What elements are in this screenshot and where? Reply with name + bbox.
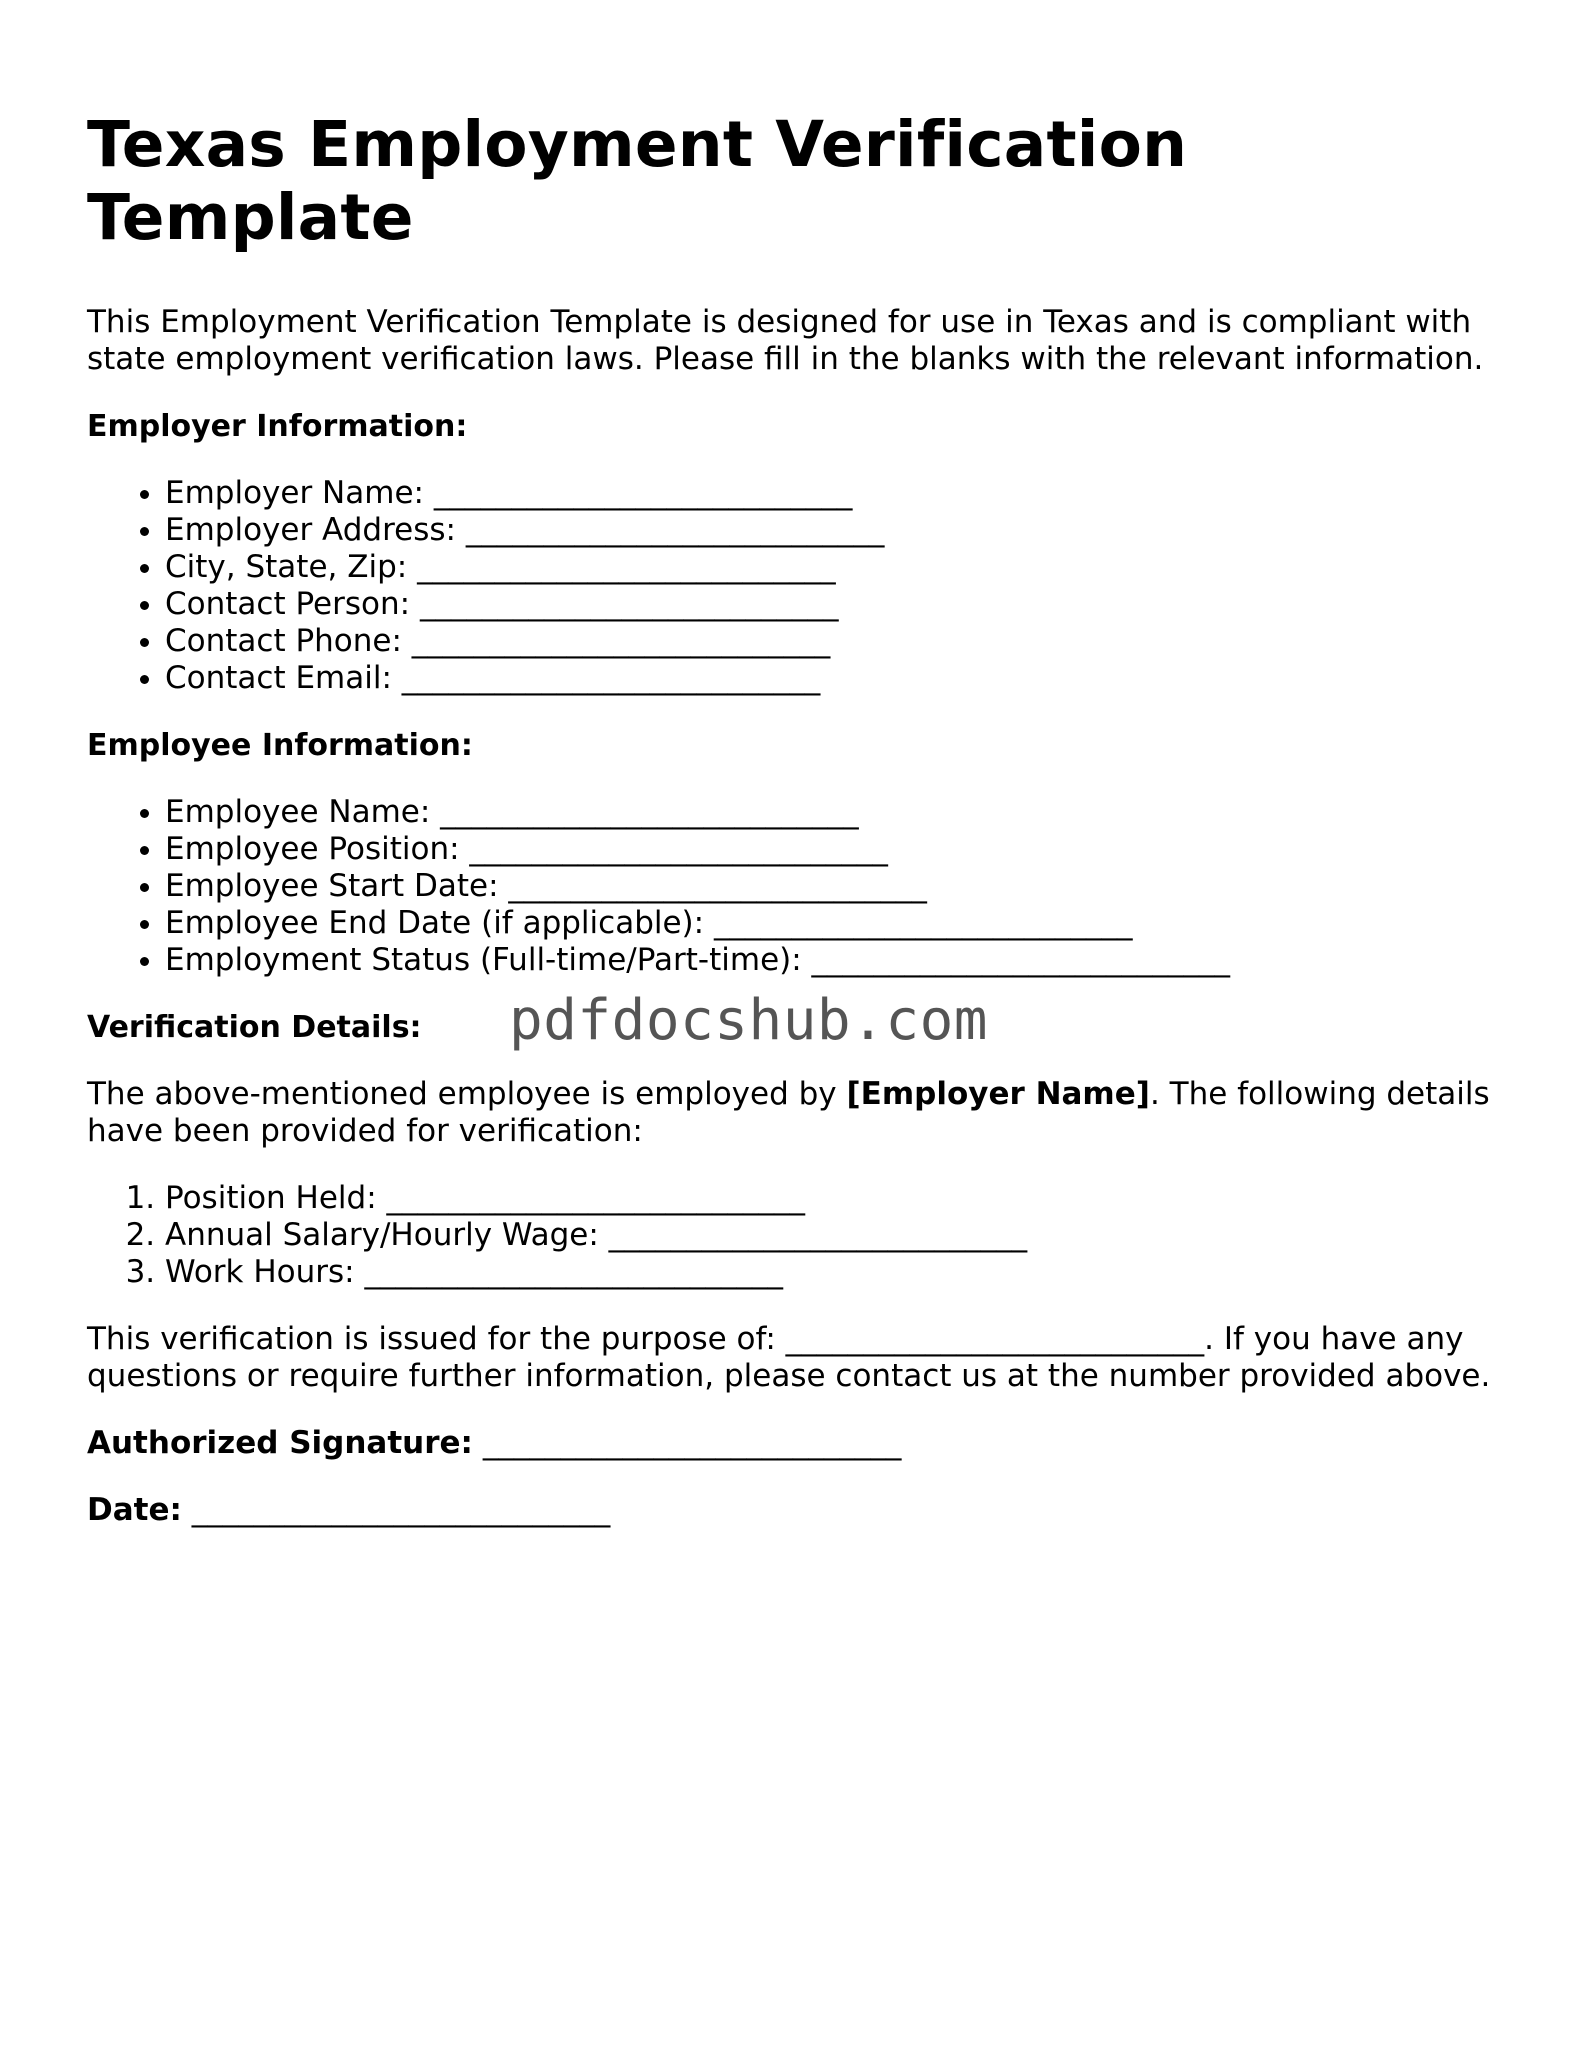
contact-person-field: • Contact Person: ___________________________	[165, 586, 1507, 623]
verification-heading-row	[87, 988, 1507, 1053]
intro-paragraph: This Employment Verification Template is designed for use in Texas and is compliant with state employment verification laws. Please fill in the blanks with the relevant information.	[87, 304, 1484, 377]
work-hours-field: 3. Work Hours: ___________________________	[165, 1254, 1507, 1291]
fill-blank: ___________________________	[465, 512, 885, 548]
fill-blank: ___________________________	[608, 1217, 1028, 1253]
fill-blank: ___________________________	[433, 475, 853, 511]
fill-blank: ___________________________	[508, 868, 927, 904]
fill-blank: ___________________________	[417, 549, 836, 585]
fill-blank: ___________________________	[811, 942, 1231, 978]
city-state-zip-field: • City, State, Zip: ___________________________	[165, 549, 1507, 586]
fill-blank: ___________________________	[440, 794, 859, 830]
contact-email-field: • Contact Email: ___________________________	[165, 660, 1507, 697]
fill-blank: ___________________________	[401, 660, 821, 696]
verification-statement: The above-mentioned employee is employed by [Employer Name]. The following details have been provided for verification:	[87, 1076, 1490, 1149]
fill-blank: ___________________________	[386, 1180, 806, 1216]
position-held-field: 1. Position Held: ___________________________	[165, 1180, 1507, 1217]
employee-position-field: • Employee Position: ___________________________	[165, 831, 1507, 868]
date-line: Date: ___________________________	[87, 1492, 611, 1528]
employer-section-heading: Employer Information:	[87, 409, 468, 444]
fill-blank: ___________________________	[364, 1254, 783, 1290]
purpose-paragraph: This verification is issued for the purpose of: ___________________________. If you have any questions or require further information, please contact us at the number provided above.	[87, 1321, 1491, 1394]
employee-start-date-field: • Employee Start Date: ___________________________	[165, 868, 1507, 905]
fill-blank: ___________________________	[482, 1425, 902, 1461]
employer-name-field: • Employer Name: ___________________________	[165, 475, 1507, 512]
verification-section-heading: Verification Details:	[87, 1010, 422, 1045]
authorized-signature-line: Authorized Signature: ___________________________	[87, 1425, 902, 1461]
fill-blank: ___________________________	[469, 831, 888, 867]
employee-name-field: • Employee Name: ___________________________	[165, 794, 1507, 831]
employer-name-placeholder: [Employer Name]	[846, 1076, 1150, 1112]
fill-blank: ___________________________	[191, 1492, 611, 1528]
document-page	[87, 108, 1507, 1559]
fill-blank: ___________________________	[713, 905, 1133, 941]
employer-address-field: • Employer Address: ___________________________	[165, 512, 1507, 549]
fill-blank: ___________________________	[419, 586, 839, 622]
salary-wage-field: 2. Annual Salary/Hourly Wage: ___________________________	[165, 1217, 1507, 1254]
employer-field-list	[87, 475, 1507, 697]
employee-field-list	[87, 794, 1507, 979]
employee-end-date-field: • Employee End Date (if applicable): ___________________________	[165, 905, 1507, 942]
verification-details-list	[87, 1180, 1507, 1291]
employee-section-heading: Employee Information:	[87, 728, 473, 763]
fill-blank: ___________________________	[411, 623, 831, 659]
watermark: pdfdocshub.com	[509, 988, 989, 1053]
fill-blank: ___________________________	[785, 1321, 1205, 1357]
employment-status-field: • Employment Status (Full-time/Part-time): ___________________________	[165, 942, 1507, 979]
page-title: Texas Employment Verification Template	[87, 108, 1188, 254]
contact-phone-field: • Contact Phone: ___________________________	[165, 623, 1507, 660]
